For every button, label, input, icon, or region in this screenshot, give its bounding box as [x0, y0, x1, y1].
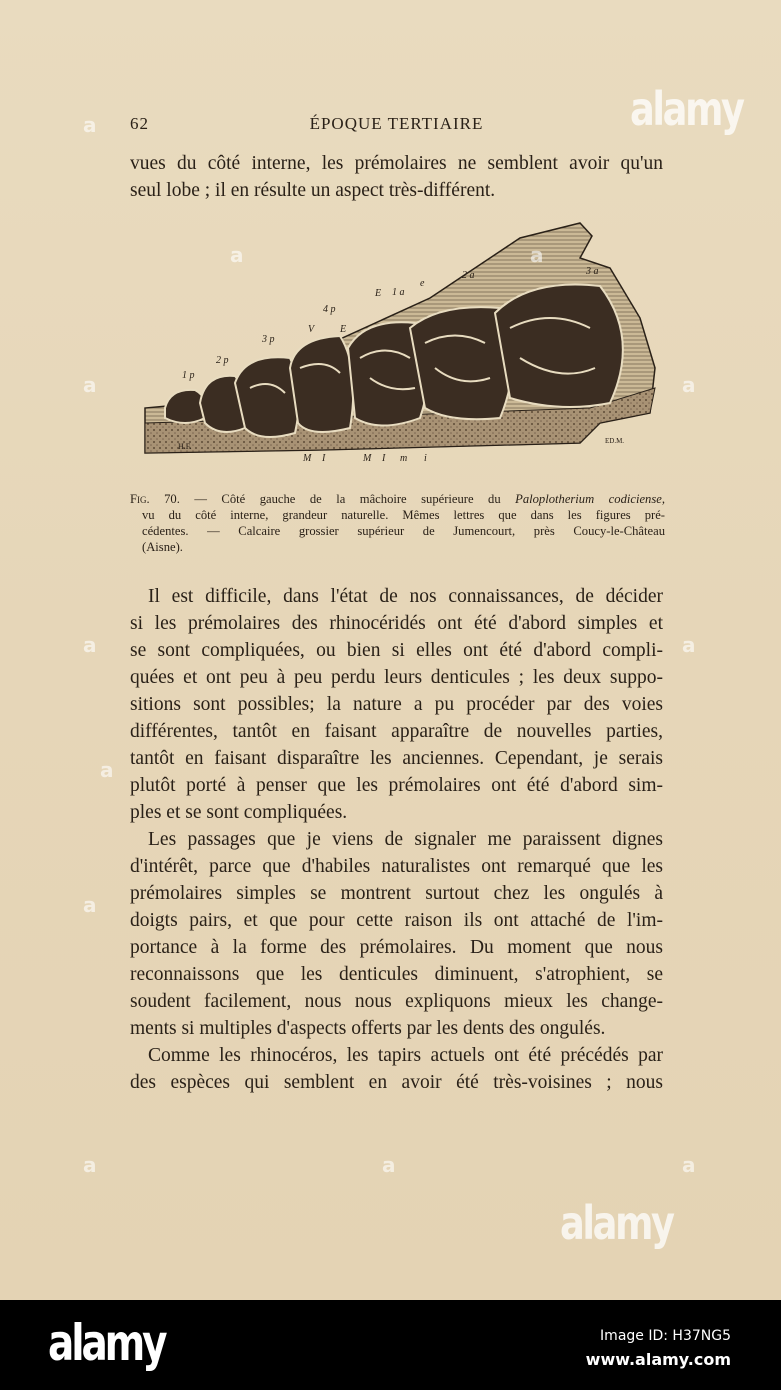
caption-line: vu du côté interne, grandeur naturelle. Mêmes lettres que dans les figures pré-: [142, 508, 665, 522]
text-line: d'intérêt, parce que d'habiles naturalistes ont remarqué que les: [130, 856, 663, 877]
figure-label: M: [363, 453, 372, 463]
text-line: des espèces qui semblent en avoir été très-voisines ; nous: [130, 1072, 663, 1093]
watermark-mark: a: [83, 113, 97, 137]
text-line: tantôt en faisant disparaître les anciennes. Cependant, je serais: [130, 748, 663, 769]
species-name: Paloplotherium codiciense,: [515, 492, 665, 506]
watermark-logo: alamy: [630, 82, 743, 136]
jaw-illustration: [140, 218, 662, 463]
watermark-mark: a: [83, 633, 97, 657]
figure-label: I: [382, 453, 386, 463]
watermark-mark: a: [83, 893, 97, 917]
watermark-mark: a: [682, 373, 696, 397]
figure-label: i: [424, 453, 427, 463]
text-line: seul lobe ; il en résulte un aspect très-différent.: [130, 180, 496, 201]
image-id: Image ID: H37NG5: [600, 1328, 731, 1344]
text-line: quées et ont peu à peu perdu leurs denticules ; les deux suppo-: [130, 667, 663, 688]
figure-label: 3 a: [586, 266, 599, 277]
figure-label: V: [308, 324, 315, 335]
page-number: 62: [130, 114, 149, 133]
figure-label: 4 p: [323, 304, 336, 315]
tooth: [495, 285, 623, 407]
text-line: si les prémolaires des rhinocéridés ont été d'abord simples et: [130, 613, 663, 634]
figure-label: H.F.: [178, 442, 192, 451]
text-line: doigts pairs, et que pour cette raison ils ont attaché de l'im-: [130, 910, 663, 931]
watermark-mark: a: [83, 373, 97, 397]
watermark-logo: alamy: [560, 1196, 673, 1250]
figure-label: E: [340, 324, 347, 335]
watermark-mark: a: [100, 758, 114, 782]
text-line: soudent facilement, nous nous expliquons mieux les change-: [130, 991, 663, 1012]
page-header: [130, 114, 663, 138]
figure-label: M: [303, 453, 312, 463]
text-line: portance à la forme des prémolaires. Du moment que nous: [130, 937, 663, 958]
figure-label: 1 a: [392, 287, 405, 298]
caption-line: cédentes. — Calcaire grossier supérieur de Jumencourt, près Coucy-le-Château: [142, 524, 665, 538]
watermark-mark: a: [83, 1153, 97, 1177]
figure-label: E: [375, 288, 382, 299]
figure-label: 2 p: [216, 355, 229, 366]
text-line: différentes, tantôt en faisant apparaître de nouvelles parties,: [130, 721, 663, 742]
figure-label: 3 p: [262, 334, 275, 345]
watermark-mark: a: [230, 243, 244, 267]
tooth: [290, 336, 353, 432]
watermark-mark: a: [530, 243, 544, 267]
figure-number: Fig. 70.: [130, 492, 180, 506]
text-line: reconnaissons que les denticules diminuent, s'atrophient, se: [130, 964, 663, 985]
watermark-mark: a: [682, 1153, 696, 1177]
text-line: ments si multiples d'aspects offerts par les dents des ongulés.: [130, 1018, 606, 1039]
figure-label: 2 a: [462, 270, 475, 281]
text-line: Comme les rhinocéros, les tapirs actuels ont été précédés par: [148, 1045, 663, 1066]
running-title: ÉPOQUE TERTIAIRE: [309, 114, 484, 133]
figure-label: 1 p: [182, 370, 195, 381]
text-line: se sont compliquées, ou bien si elles ont été d'abord compli-: [130, 640, 663, 661]
text-line: plutôt porté à penser que les prémolaires ont été d'abord sim-: [130, 775, 663, 796]
stock-footer: [0, 1300, 781, 1390]
figure-label: m: [400, 453, 408, 463]
text-line: vues du côté interne, les prémolaires ne semblent avoir qu'un: [130, 153, 663, 174]
watermark-mark: a: [682, 633, 696, 657]
figure-label: I: [322, 453, 326, 463]
engraver-signature: ED.M.: [605, 437, 625, 445]
figure-caption: Fig. 70. — Côté gauche de la mâchoire supérieure du Paloplotherium codiciense,: [130, 492, 665, 506]
text-line: Il est difficile, dans l'état de nos connaissances, de décider: [148, 586, 663, 607]
text-line: prémolaires simples se montrent surtout chez les ongulés à: [130, 883, 663, 904]
text-line: Les passages que je viens de signaler me paraissent dignes: [148, 829, 663, 850]
caption-line: (Aisne).: [142, 540, 183, 554]
text-line: sitions sont possibles; la nature a pu procéder par des voies: [130, 694, 663, 715]
alamy-logo: alamy: [48, 1314, 165, 1372]
text-line: ples et se sont compliquées.: [130, 802, 348, 823]
site-url[interactable]: www.alamy.com: [585, 1350, 731, 1369]
watermark-mark: a: [382, 1153, 396, 1177]
figure-label: e: [420, 278, 425, 289]
